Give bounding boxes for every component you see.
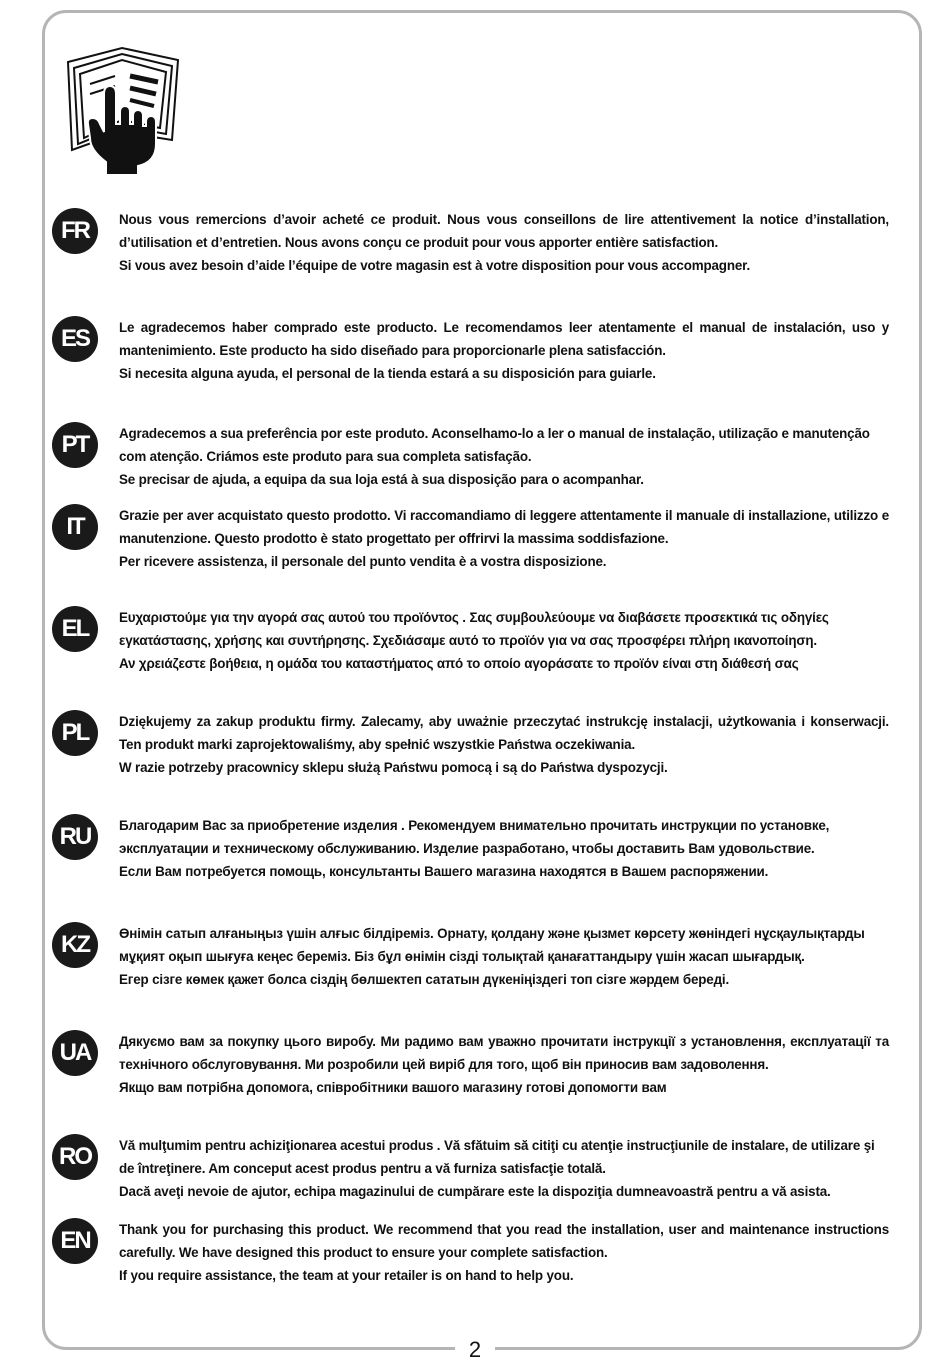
paragraph: Si vous avez besoin d’aide l’équipe de votre magasin est à votre disposition pour vous accompagner. (119, 258, 751, 273)
section-text-ru (119, 814, 889, 883)
language-badge-ro: RO (52, 1134, 98, 1180)
page-number: 2 (455, 1335, 495, 1365)
paragraph: Nous vous remercions d’avoir acheté ce produit. Nous vous conseillons de lire attentivement la notice d’installation, d’utilisation et d’entretien. Nous avons conçu ce produit pour vous apporter entière satisfaction. (119, 212, 889, 250)
paragraph: Vă mulţumim pentru achiziţionarea acestui produs . Vă sfătuim să citiţi cu atenţie instrucţiunile de instalare, de utilizare şi de întreţinere. Am conceput acest produs pentru a vă furniza satisfacţie totală. (119, 1138, 875, 1176)
language-badge-pl: PL (52, 710, 98, 756)
language-badge-kz: KZ (52, 922, 98, 968)
paragraph: Дякуємо вам за покупку цього виробу. Ми радимо вам уважно прочитати інструкції з установлення, експлуатації та технічного обслуговування. Ми розробили цей виріб для того, щоб він приносив вам задоволення. (119, 1034, 889, 1072)
paragraph: Per ricevere assistenza, il personale del punto vendita è a vostra disposizione. (119, 554, 607, 569)
language-badge-it: IT (52, 504, 98, 550)
language-badge-en: EN (52, 1218, 98, 1264)
paragraph: Өнімін сатып алғаныңыз үшін алғыс білдіреміз. Орнату, қолдану және қызмет көрсету жөніндегі нұсқаулықтарды мұқият оқып шығуға кеңес береміз. Біз бұл өнімін сізді толықтай қанағаттандыру үшін жасап шығардық. (119, 926, 865, 964)
paragraph: W razie potrzeby pracownicy sklepu służą Państwu pomocą i są do Państwa dyspozycji. (119, 760, 668, 775)
language-badge-es: ES (52, 316, 98, 362)
section-text-el (119, 606, 889, 675)
paragraph: Se precisar de ajuda, a equipa da sua loja está à sua disposição para o acompanhar. (119, 472, 644, 487)
section-text-fr (119, 208, 889, 277)
paragraph: If you require assistance, the team at your retailer is on hand to help you. (119, 1268, 574, 1283)
section-text-en (119, 1218, 889, 1287)
language-badge-fr: FR (52, 208, 98, 254)
paragraph: Dacă aveţi nevoie de ajutor, echipa magazinului de cumpărare este la dispoziţia dumneavoastră pentru a vă asista. (119, 1184, 831, 1199)
section-text-es (119, 316, 889, 385)
paragraph: Ευχαριστούμε για την αγορά σας αυτού του προϊόντος . Σας συμβουλεύουμε να διαβάσετε προσεκτικά τις οδηγίες εγκατάστασης, χρήσης και συντήρησης. Σχεδιάσαμε αυτό το προϊόν για να σας προσφέρει πλήρη ικανοποίηση. (119, 610, 829, 648)
paragraph: Grazie per aver acquistato questo prodotto. Vi raccomandiamo di leggere attentamente il manuale di installazione, utilizzo e manutenzione. Questo prodotto è stato progettato per offrirvi la massima soddisfazione. (119, 508, 889, 546)
section-text-pt (119, 422, 889, 491)
section-text-ro (119, 1134, 889, 1203)
language-badge-ru: RU (52, 814, 98, 860)
section-text-pl (119, 710, 889, 779)
language-badge-ua: UA (52, 1030, 98, 1076)
paragraph: Якщо вам потрібна допомога, співробітники вашого магазину готові допомогти вам (119, 1080, 667, 1095)
language-badge-pt: PT (52, 422, 98, 468)
read-manual-icon (60, 40, 190, 175)
paragraph: Thank you for purchasing this product. We recommend that you read the installation, user and maintenance instructions carefully. We have designed this product to ensure your complete satisfaction. (119, 1222, 889, 1260)
paragraph: Dziękujemy za zakup produktu firmy. Zalecamy, aby uważnie przeczytać instrukcję instalacji, użytkowania i konserwacji. Ten produkt marki zaprojektowaliśmy, aby spełnić wszystkie Państwa oczekiwania. (119, 714, 889, 752)
paragraph: Si necesita alguna ayuda, el personal de la tienda estará a su disposición para guiarle. (119, 366, 656, 381)
section-text-ua (119, 1030, 889, 1099)
paragraph: Егер сізге көмек қажет болса сіздің бөлшектеп сататын дүкеніңіздегі топ сізге жәрдем береді. (119, 972, 730, 987)
section-text-it (119, 504, 889, 573)
paragraph: Благодарим Вас за приобретение изделия . Рекомендуем внимательно прочитать инструкции по установке, эксплуатации и техническому обслуживанию. Изделие разработано, чтобы доставить Вам удовольствие. (119, 818, 830, 856)
paragraph: Le agradecemos haber comprado este producto. Le recomendamos leer atentamente el manual de instalación, uso y mantenimiento. Este producto ha sido diseñado para proporcionarle plena satisfacción. (119, 320, 889, 358)
paragraph: Agradecemos a sua preferência por este produto. Aconselhamo-lo a ler o manual de instalação, utilização e manutenção com atenção. Criámos este produto para sua completa satisfação. (119, 426, 870, 464)
paragraph: Αν χρειάζεστε βοήθεια, η ομάδα του καταστήματος από το οποίο αγοράσατε το προϊόν είναι στη διάθεσή σας (119, 656, 799, 671)
language-badge-el: EL (52, 606, 98, 652)
paragraph: Если Вам потребуется помощь, консультанты Вашего магазина находятся в Вашем распоряжении. (119, 864, 769, 879)
section-text-kz (119, 922, 889, 991)
